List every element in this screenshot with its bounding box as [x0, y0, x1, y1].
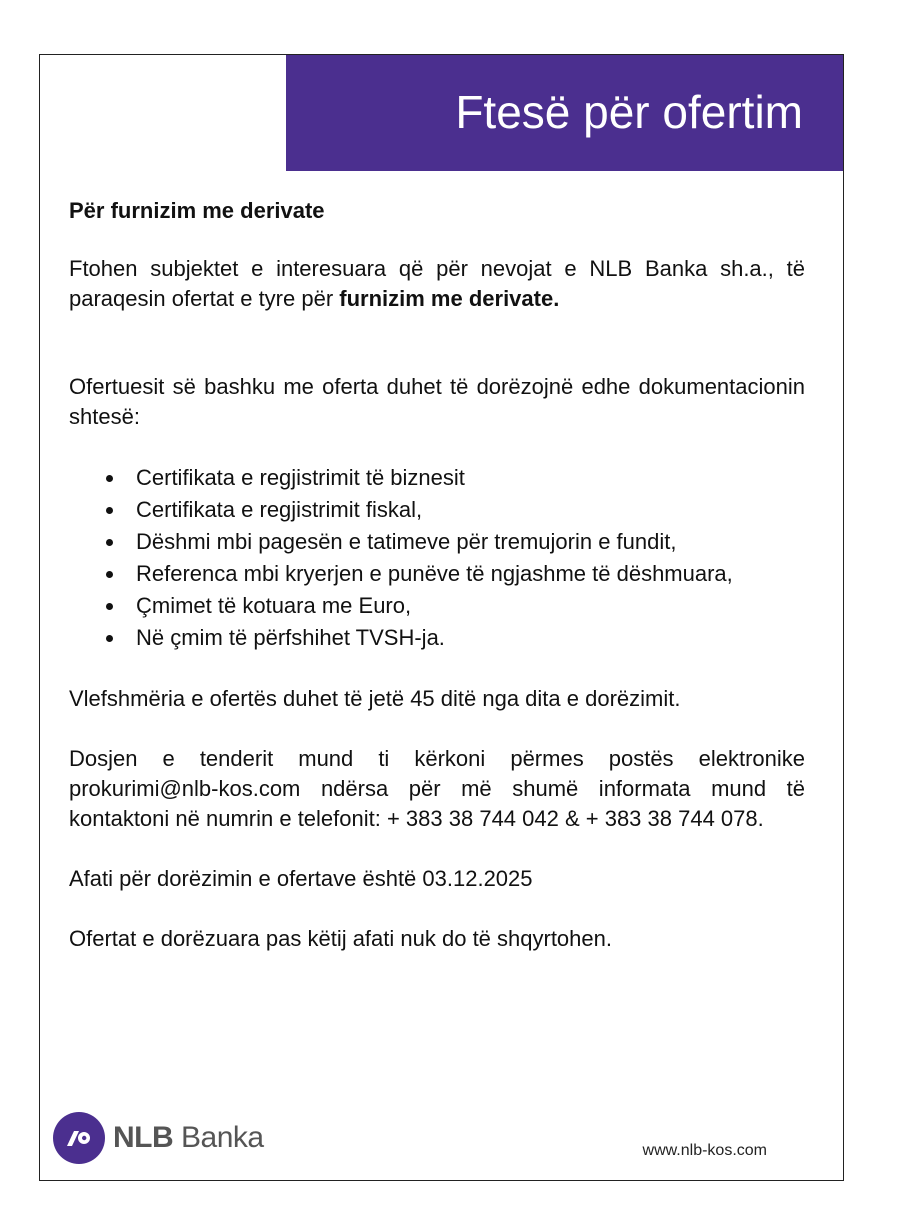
dossier-paragraph: Dosjen e tenderit mund ti kërkoni përmes postës elektronike prokurimi@nlb-kos.com ndërsa për më shumë informata mund të kontaktoni në numrin e telefonit: + 383 38 744 042 & + 383 38 744 078. — [69, 746, 805, 831]
documents-intro: Ofertuesit së bashku me oferta duhet të dorëzojnë edhe dokumentacionin shtesë: — [69, 374, 805, 429]
logo-wordmark — [113, 1121, 264, 1155]
deadline-paragraph: Afati për dorëzimin e ofertave është 03.12.2025 — [69, 866, 533, 891]
title-banner — [286, 55, 843, 171]
nlb-logo-icon — [53, 1112, 105, 1164]
document-frame — [39, 54, 844, 1181]
list-item: Në çmim të përfshihet TVSH-ja. — [136, 622, 805, 654]
list-item: Dëshmi mbi pagesën e tatimeve për tremujorin e fundit, — [136, 526, 805, 558]
requirements-list — [69, 462, 805, 654]
page-title: Ftesë për ofertim — [455, 86, 803, 138]
validity-paragraph: Vlefshmëria e ofertës duhet të jetë 45 ditë nga dita e dorëzimit. — [69, 686, 681, 711]
document-body — [69, 196, 805, 954]
late-notice-paragraph: Ofertat e dorëzuara pas këtij afati nuk do të shqyrtohen. — [69, 926, 612, 951]
subject-heading: Për furnizim me derivate — [69, 198, 325, 223]
list-item: Certifikata e regjistrimit fiskal, — [136, 494, 805, 526]
logo-bold: NLB — [113, 1121, 174, 1154]
invitation-bold: furnizim me derivate. — [339, 286, 560, 311]
invitation-paragraph — [69, 254, 805, 314]
nlb-logo — [53, 1112, 264, 1164]
website-url: www.nlb-kos.com — [642, 1142, 767, 1159]
list-item: Referenca mbi kryerjen e punëve të ngjashme të dëshmuara, — [136, 558, 805, 590]
list-item: Çmimet të kotuara me Euro, — [136, 590, 805, 622]
list-item: Certifikata e regjistrimit të biznesit — [136, 462, 805, 494]
invitation-text: Ftohen subjektet e interesuara që për nevojat e NLB Banka sh.a., të paraqesin ofertat e tyre për — [69, 256, 805, 311]
logo-name: Banka — [181, 1121, 264, 1154]
